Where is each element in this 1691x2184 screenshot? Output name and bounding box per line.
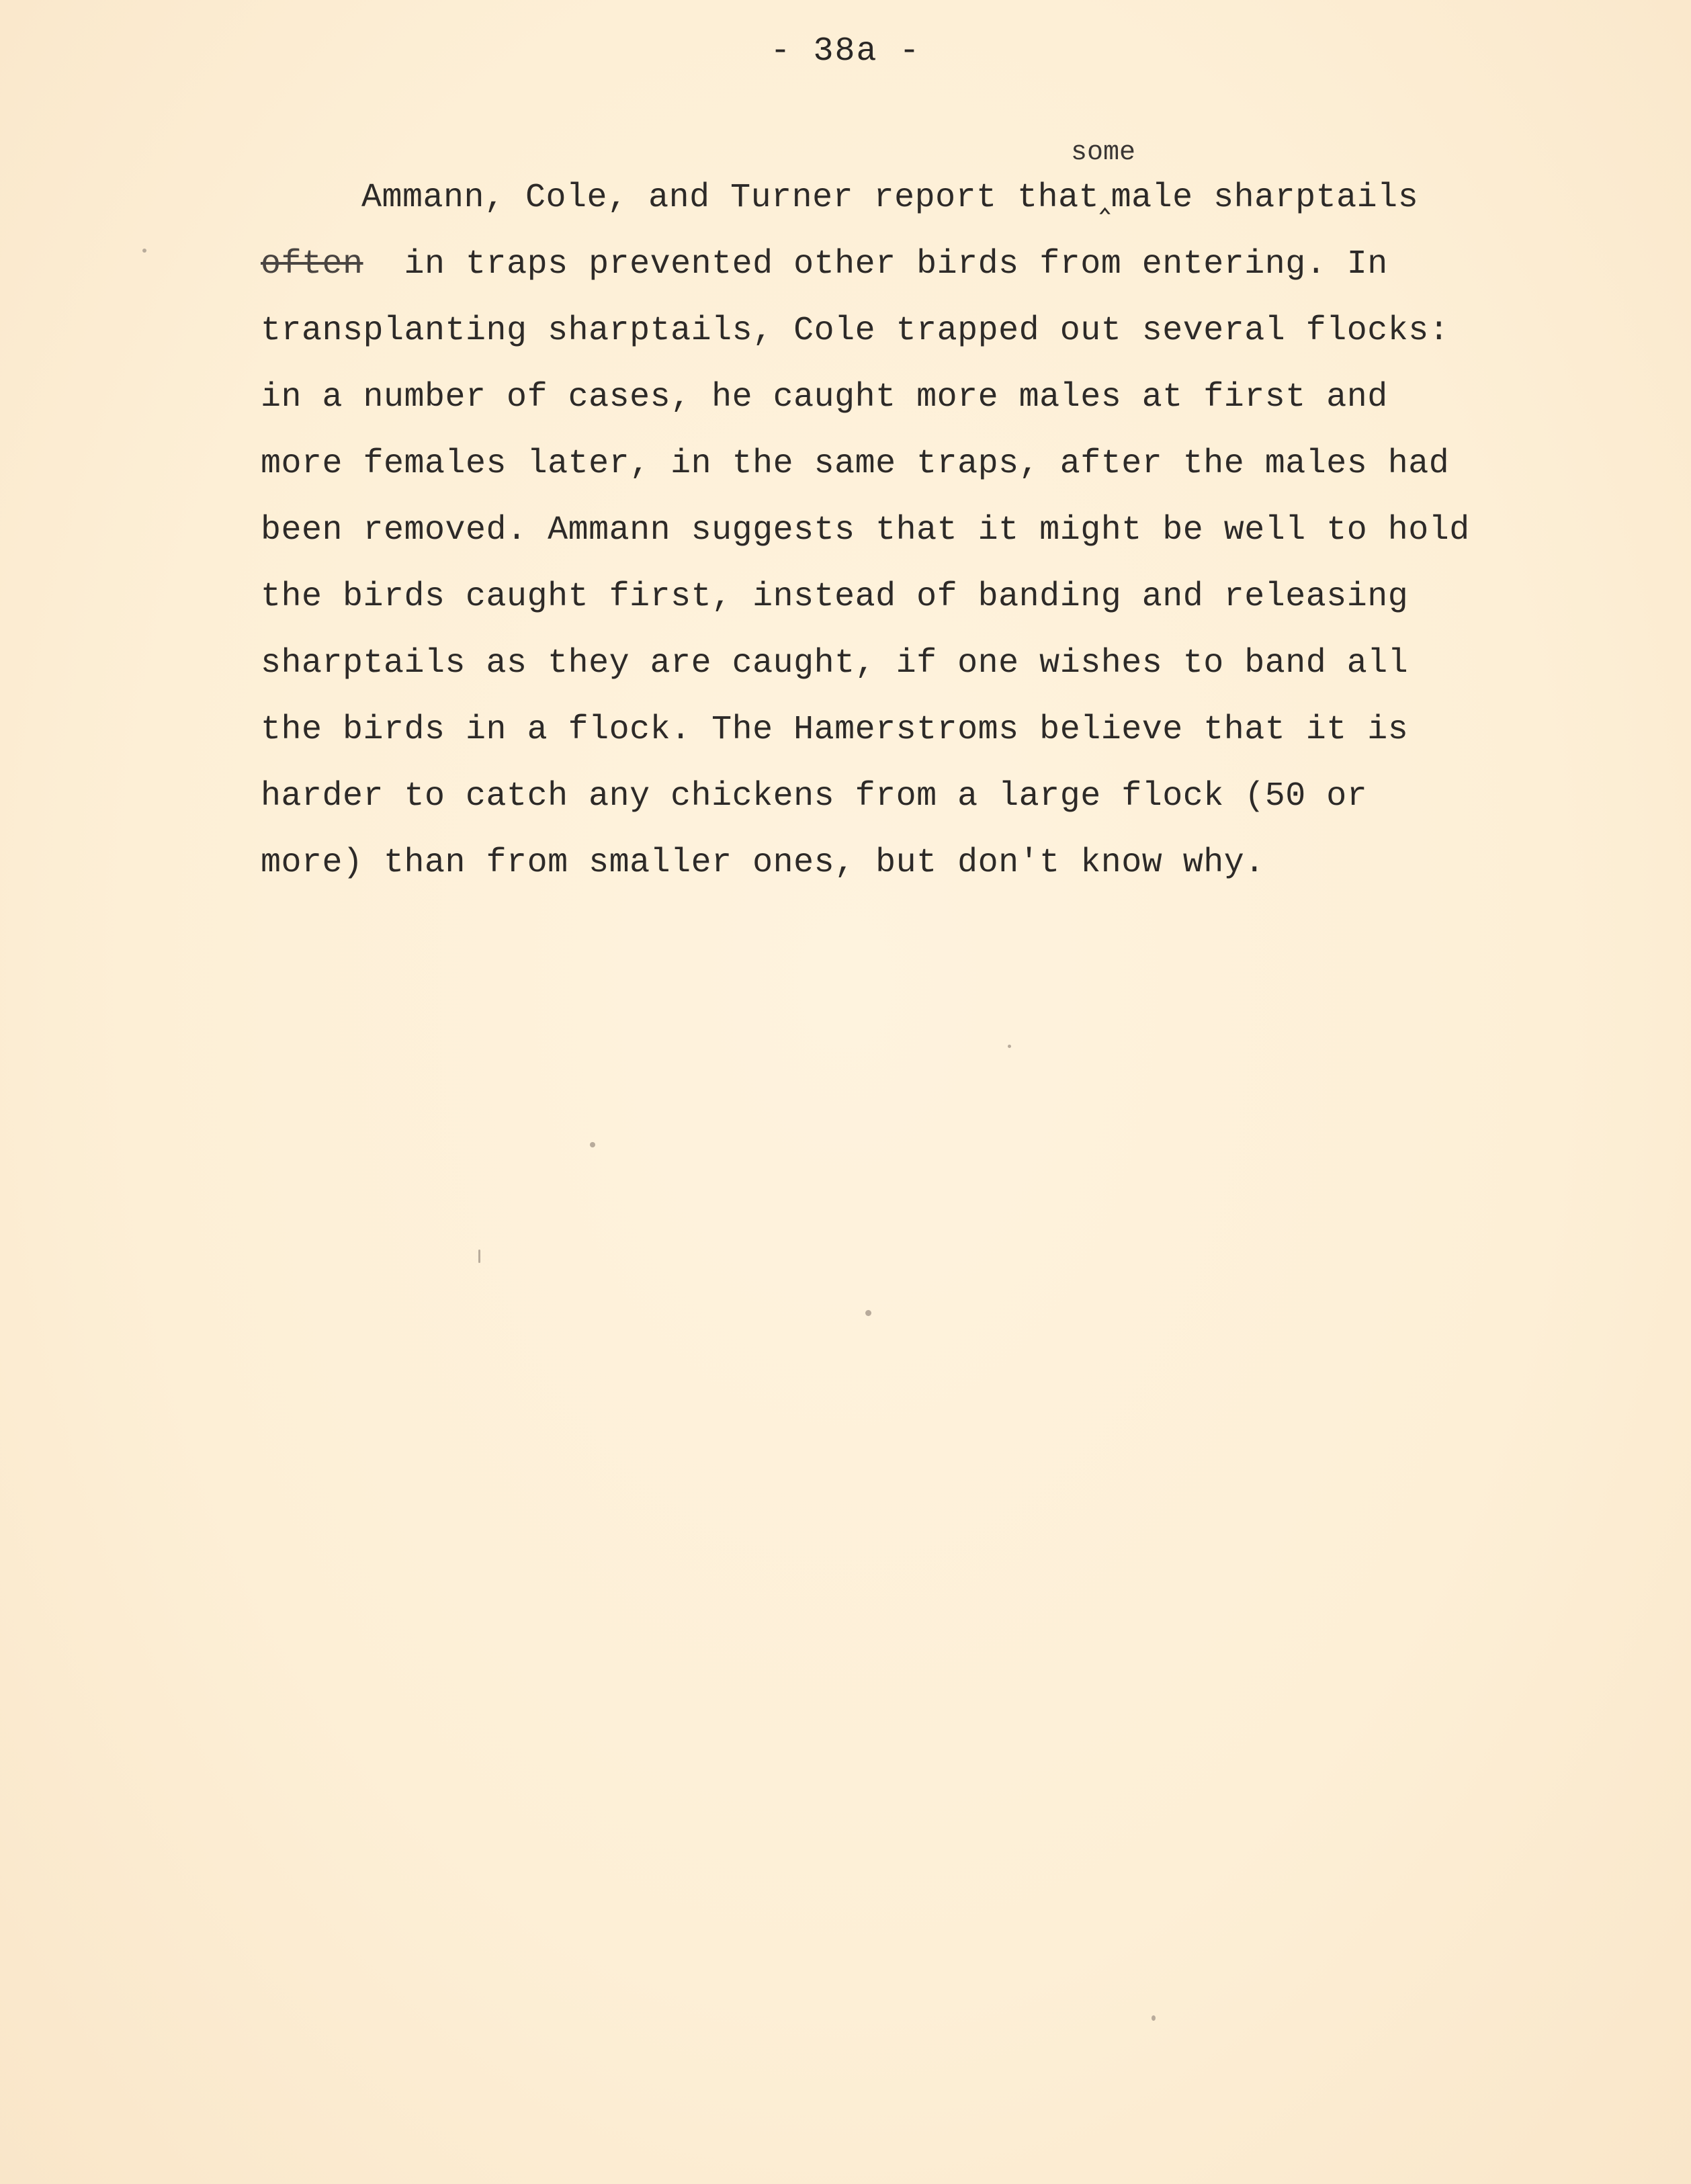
- paper-speck: [1008, 1045, 1011, 1048]
- paper-speck: [1152, 2015, 1156, 2021]
- text-line-content: in traps prevented other birds from entering. In: [363, 245, 1388, 283]
- page-number: - 38a -: [770, 32, 921, 71]
- text-line: transplanting sharptails, Cole trapped out several flocks:: [261, 312, 1450, 350]
- text-line: more females later, in the same traps, after the males had: [261, 445, 1450, 483]
- text-line: Ammann, Cole, and Turner report that‸male sharptails: [361, 179, 1419, 217]
- text-line: been removed. Ammann suggests that it might be well to hold: [261, 511, 1470, 550]
- text-line: the birds in a flock. The Hamerstroms believe that it is: [261, 711, 1409, 749]
- paper-speck: [478, 1250, 480, 1263]
- paper-speck: [865, 1310, 871, 1316]
- text-line: in a number of cases, he caught more males at first and: [261, 378, 1388, 417]
- text-line: the birds caught first, instead of banding and releasing: [261, 578, 1409, 616]
- text-line: sharptails as they are caught, if one wishes to band all: [261, 644, 1409, 683]
- text-line: more) than from smaller ones, but don't know why.: [261, 844, 1265, 882]
- text-line: [261, 231, 1483, 298]
- paper-speck: [590, 1142, 595, 1147]
- text-line: harder to catch any chickens from a large flock (50 or: [261, 777, 1368, 816]
- handwritten-insertion: some: [1071, 138, 1136, 168]
- struck-word: often: [261, 245, 363, 283]
- body-paragraph: [261, 165, 1483, 896]
- paper-speck: [142, 249, 146, 253]
